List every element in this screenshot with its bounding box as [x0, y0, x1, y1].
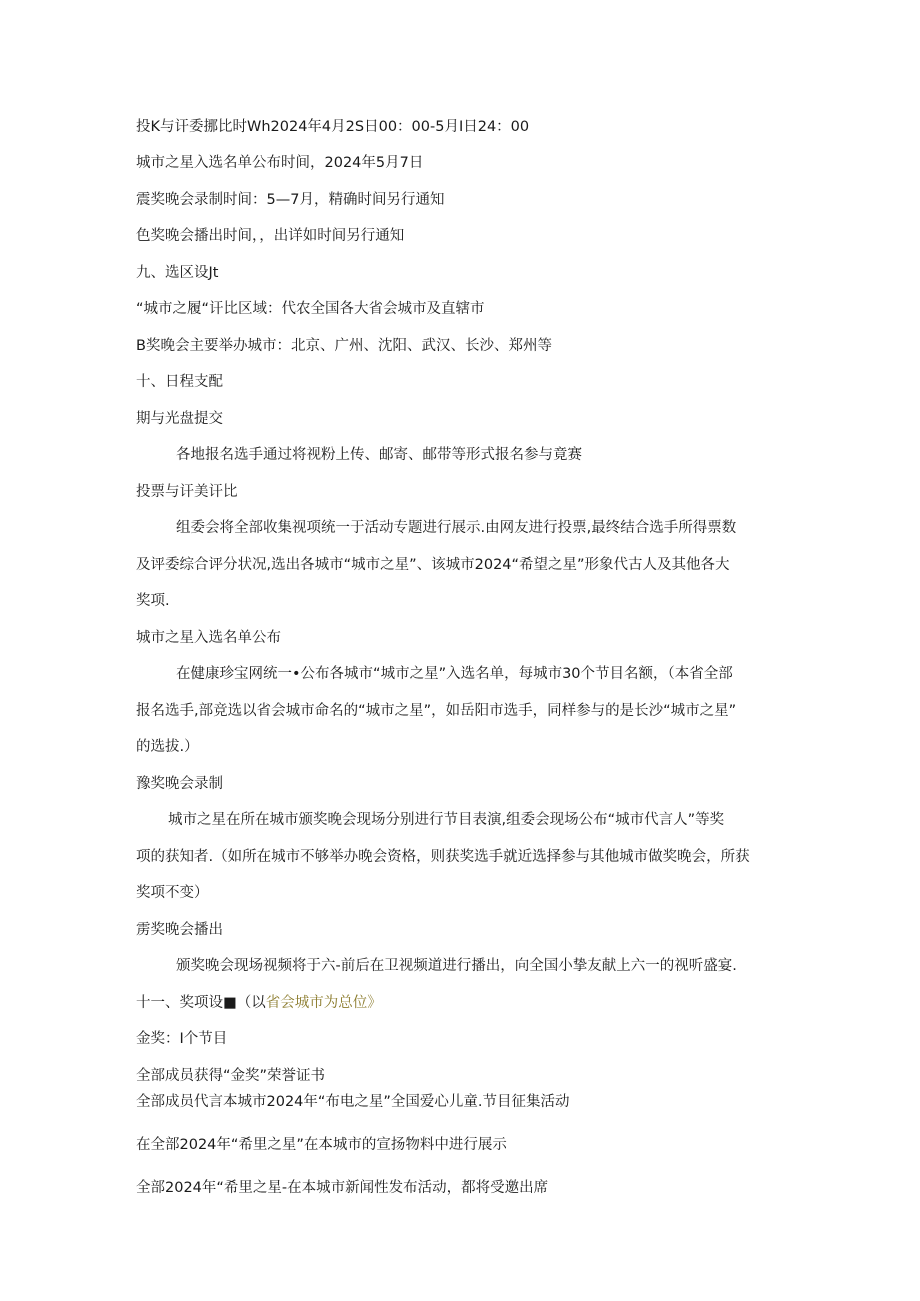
subheading-submission: 期与光盘提交: [136, 411, 223, 427]
list-publish-time-line: 城市之星入选名单公布时间，2024年5月7日: [136, 155, 424, 171]
paragraph-voting-2: 及评委综合评分状况,选出各城市“城市之星”、该城市2024“希望之星”形象代古人及其他各大: [136, 557, 730, 573]
paragraph-recording-1: 城市之星在所在城市颁奖晚会现场分别进行节目表演,组委会现场公布“城市代言人”等奖: [168, 812, 725, 828]
subheading-voting: 投票与讦美讦比: [136, 484, 238, 500]
section-11-heading: [136, 993, 382, 1013]
subheading-recording: 豫奖晚会录制: [136, 776, 223, 792]
gold-award-label: 金奖：: [136, 1031, 180, 1047]
paragraph-voting-3: 奖项.: [136, 593, 170, 609]
broadcast-time-line: 色奖晚会播出时间，，出详如时间另行通知: [136, 228, 405, 244]
gold-award-count: I个节目: [179, 1031, 228, 1047]
award-benefit-1: 全部成员获得“金奖”荣誉证书: [136, 1068, 326, 1084]
subheading-list-publish: 城市之星入选名单公布: [136, 630, 281, 646]
section-11-heading-text: 十一、奖项设■（以: [136, 995, 266, 1011]
host-cities-line: B奖晚会主要举办城市：北京、广州、沈阳、武汉、长沙、郑州等: [136, 338, 552, 354]
award-benefit-3: 在全部2024年“希里之星”在本城市的宣扬物料中进行展示: [136, 1137, 507, 1153]
section-11-highlight: 省会城市为总位》: [265, 995, 382, 1011]
paragraph-list-1: 在健康珍宝网统一•公布各城市“城市之星”入选名单，每城市30个节目名额，（本省全部: [176, 666, 733, 682]
award-benefit-4: 全部2024年“希里之星-在本城市新闻性发布活动，都将受邀出席: [136, 1180, 549, 1196]
region-line: “城市之履“讦比区域：代农全国各大省会城市及直辖市: [136, 301, 485, 317]
section-10-heading: 十、日程支配: [136, 374, 223, 390]
paragraph-recording-2: 项的获知者.（如所在城市不够举办晚会资格，则获奖选手就近选择参与其他城市做奖晚会，所获: [136, 849, 750, 865]
recording-time-line: 震奖晚会录制时间：5—7月，精确时间另行通知: [136, 192, 445, 208]
paragraph-list-3: 的选拔.）: [136, 739, 199, 755]
paragraph-list-2: 报名选手,部竞选以省会城市命名的“城市之星”，如岳阳市选手，同样参与的是长沙“城市之星”: [136, 703, 737, 719]
award-benefit-2: 全部成员代言本城市2024年“布电之星”全国爱心儿童.节目征集活动: [136, 1094, 570, 1110]
section-9-heading: 九、选区设Jt: [136, 265, 219, 281]
paragraph-submission: 各地报名选手通过将视粉上传、邮寄、邮带等形式报名参与竟赛: [176, 447, 582, 463]
vote-time-line: 投K与讦委挪比时Wh2024年4月2S日00：00-5月I日24：00: [136, 119, 530, 135]
paragraph-recording-3: 奖项不变）: [136, 885, 209, 901]
subheading-broadcast: 雳奖晚会播出: [136, 922, 223, 938]
paragraph-broadcast: 颁奖晚会现场视频将于六-前后在卫视频道进行播出，向全国小挚友献上六一的视听盛宴.: [176, 958, 737, 974]
gold-award-line: [136, 1029, 227, 1049]
paragraph-voting-1: 组委会将全部收集视项统一于活动专题进行展示.由网友进行投票,最终结合选手所得票数: [176, 520, 737, 536]
